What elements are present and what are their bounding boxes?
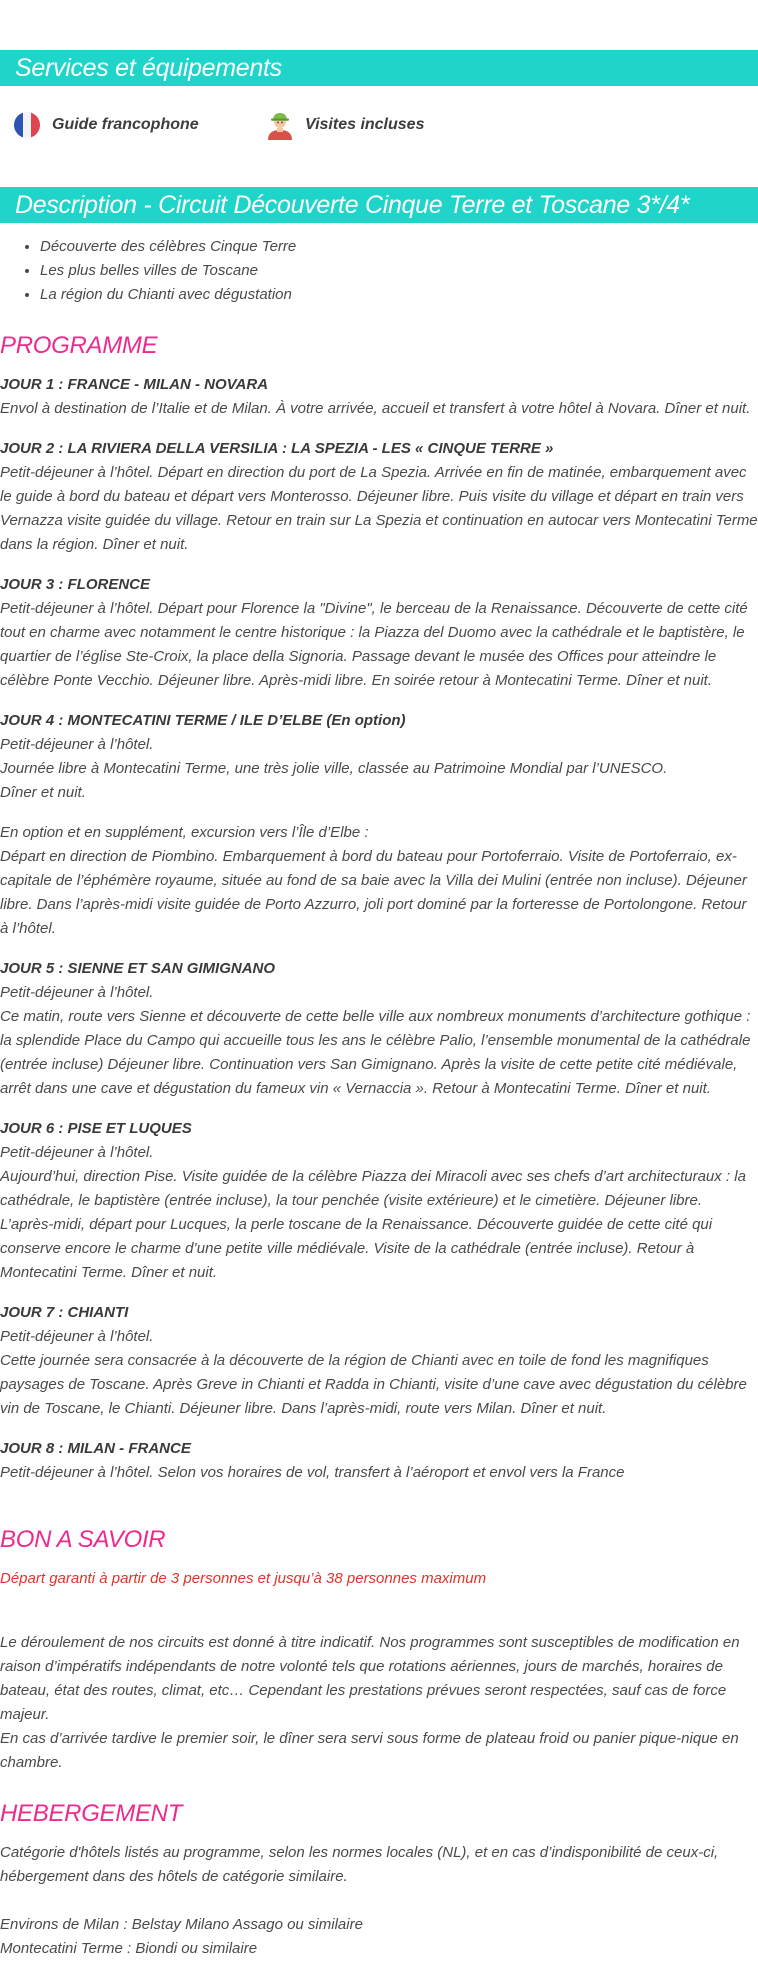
highlights-list — [0, 235, 758, 307]
option-text: Départ en direction de Piombino. Embarquement à bord du bateau pour Portoferraio. Visite de Portoferraio, ex-capitale de l’éphémère royaume, située au fond de sa baie avec la Villa dei Mulini (entrée non incluse). Déjeuner libre. Dans l’après-midi visite guidée de Porto Azzurro, joli port dominé par la forteresse de Portolongone. Retour à l’hôtel. — [0, 848, 747, 937]
day-title: JOUR 1 : FRANCE - MILAN - NOVARA — [0, 376, 269, 393]
list-item: • Découverte des célèbres Cinque Terre — [40, 235, 758, 259]
day-text: Journée libre à Montecatini Terme, une très jolie ville, classée au Patrimoine Mondial par l’UNESCO. — [0, 760, 668, 777]
hotel-category-text: Catégorie d'hôtels listés au programme, selon les normes locales (NL), et en cas d’indisponibilité de ceux-ci, hébergement dans des hôtels de catégorie similaire. — [0, 1844, 719, 1885]
service-guide — [12, 110, 265, 140]
day-7 — [0, 1301, 758, 1421]
service-visits-label: Visites incluses — [305, 116, 425, 133]
bon-a-savoir-heading: BON A SAVOIR — [0, 1526, 166, 1553]
spacer — [0, 1501, 758, 1525]
spacer — [0, 1607, 758, 1631]
day-text: Aujourd’hui, direction Pise. Visite guidée de la célèbre Piazza dei Miracoli avec ses chefs d’art architecturaux : la cathédrale, le baptistère (entrée incluse), la tour penchée (visite extérieure) et le cimetière. Déjeuner libre. L’après-midi, départ pour Lucques, la perle toscane de la Renaissance. Découverte guidée de cette cité qui conserve encore le charme d’une petite ville médiévale. Visite de la cathédrale (entrée incluse). Retour à Montecatini Terme. Dîner et nuit. — [0, 1168, 746, 1281]
day-title: JOUR 4 : MONTECATINI TERME / ILE D’ELBE (En option) — [0, 712, 406, 729]
day-text: Envol à destination de l’Italie et de Milan. À votre arrivée, accueil et transfert à votre hôtel à Novara. Dîner et nuit. — [0, 400, 751, 417]
service-visits — [265, 110, 424, 140]
services-list — [0, 86, 758, 164]
day-6 — [0, 1117, 758, 1285]
services-heading: Services et équipements — [0, 50, 758, 86]
day-title: JOUR 6 : PISE ET LUQUES — [0, 1120, 192, 1137]
day-text: Petit-déjeuner à l’hôtel. — [0, 1144, 154, 1161]
day-text: Ce matin, route vers Sienne et découverte de cette belle ville aux nombreux monuments d’architecture gothique : la splendide Place du Campo qui accueille tous les ans le célèbre Palio, l’ensemble monumental de la cathédrale (entrée incluse) Déjeuner libre. Continuation vers San Gimignano. Après la visite de cette petite cité médiévale, arrêt dans une cave et dégustation du fameux vin « Vernaccia ». Retour à Montecatini Terme. Dîner et nuit. — [0, 1008, 751, 1097]
day-title: JOUR 5 : SIENNE ET SAN GIMIGNANO — [0, 960, 276, 977]
tour-guide-icon — [265, 110, 295, 140]
spacer — [0, 1905, 758, 1913]
day-text: Petit-déjeuner à l’hôtel. Départ pour Florence la "Divine", le berceau de la Renaissance. Découverte de cette cité tout en charme avec notamment le centre historique : la Piazza del Duomo avec la cathédrale et le baptistère, le quartier de l’église Ste-Croix, la place della Signoria. Passage devant le musée des Offices pour atteindre le célèbre Ponte Vecchio. Déjeuner libre. Après-midi libre. En soirée retour à Montecatini Terme. Dîner et nuit. — [0, 600, 748, 689]
day-2 — [0, 437, 758, 557]
day-title: JOUR 3 : FLORENCE — [0, 576, 151, 593]
day-title: JOUR 7 : CHIANTI — [0, 1304, 129, 1321]
day-text: Petit-déjeuner à l’hôtel. — [0, 1328, 154, 1345]
day-text: Petit-déjeuner à l’hôtel. Selon vos horaires de vol, transfert à l’aéroport et envol vers la France — [0, 1464, 625, 1481]
day-text: Cette journée sera consacrée à la découverte de la région de Chianti avec en toile de fond les magnifiques paysages de Toscane. Après Greve in Chianti et Radda in Chianti, visite d’une cave avec dégustation du célèbre vin de Toscane, le Chianti. Déjeuner libre. Dans l’après-midi, route vers Milan. Dîner et nuit. — [0, 1352, 747, 1417]
day-title: JOUR 2 : LA RIVIERA DELLA VERSILIA : LA SPEZIA - LES « CINQUE TERRE » — [0, 440, 554, 457]
hebergement-heading: HEBERGEMENT — [0, 1800, 183, 1827]
day-text: Dîner et nuit. — [0, 784, 86, 801]
day-8 — [0, 1437, 758, 1485]
day-4-option — [0, 821, 758, 941]
day-text: Petit-déjeuner à l’hôtel. — [0, 736, 154, 753]
list-item: • La région du Chianti avec dégustation — [40, 283, 758, 307]
french-flag-icon — [12, 110, 42, 140]
day-title: JOUR 8 : MILAN - FRANCE — [0, 1440, 191, 1457]
description-heading: Description - Circuit Découverte Cinque Terre et Toscane 3*/4* — [0, 187, 758, 223]
day-text: Petit-déjeuner à l’hôtel. Départ en direction du port de La Spezia. Arrivée en fin de matinée, embarquement avec le guide à bord du bateau et départ vers Monterosso. Déjeuner libre. Puis visite du village et départ en train vers Vernazza visite guidée du village. Retour en train sur La Spezia et continuation en autocar vers Montecatini Terme dans la région. Dîner et nuit. — [0, 464, 758, 553]
option-intro: En option et en supplément, excursion vers l’Île d’Elbe : — [0, 824, 369, 841]
day-4 — [0, 709, 758, 805]
disclaimer-text: Le déroulement de nos circuits est donné à titre indicatif. Nos programmes sont susceptibles de modification en raison d’impératifs indépendants de notre volonté tels que rotations aériennes, jours de marchés, horaires de bateau, état des routes, climat, etc… Cependant les prestations prévues seront respectées, sauf cas de force majeur. — [0, 1634, 740, 1723]
hotel-item: Environs de Milan : Belstay Milano Assago ou similaire — [0, 1916, 363, 1933]
day-5 — [0, 957, 758, 1101]
hotel-item: Montecatini Terme : Biondi ou similaire — [0, 1940, 258, 1957]
day-1 — [0, 373, 758, 421]
late-arrival-text: En cas d’arrivée tardive le premier soir, le dîner sera servi sous forme de plateau froid ou panier pique-nique en chambre. — [0, 1730, 739, 1771]
service-guide-label: Guide francophone — [52, 116, 199, 133]
programme-heading: PROGRAMME — [0, 332, 158, 359]
departure-notice: Départ garanti à partir de 3 personnes et jusqu’à 38 personnes maximum — [0, 1570, 487, 1587]
day-text: Petit-déjeuner à l’hôtel. — [0, 984, 154, 1001]
spacer — [0, 1791, 758, 1799]
day-3 — [0, 573, 758, 693]
list-item: • Les plus belles villes de Toscane — [40, 259, 758, 283]
